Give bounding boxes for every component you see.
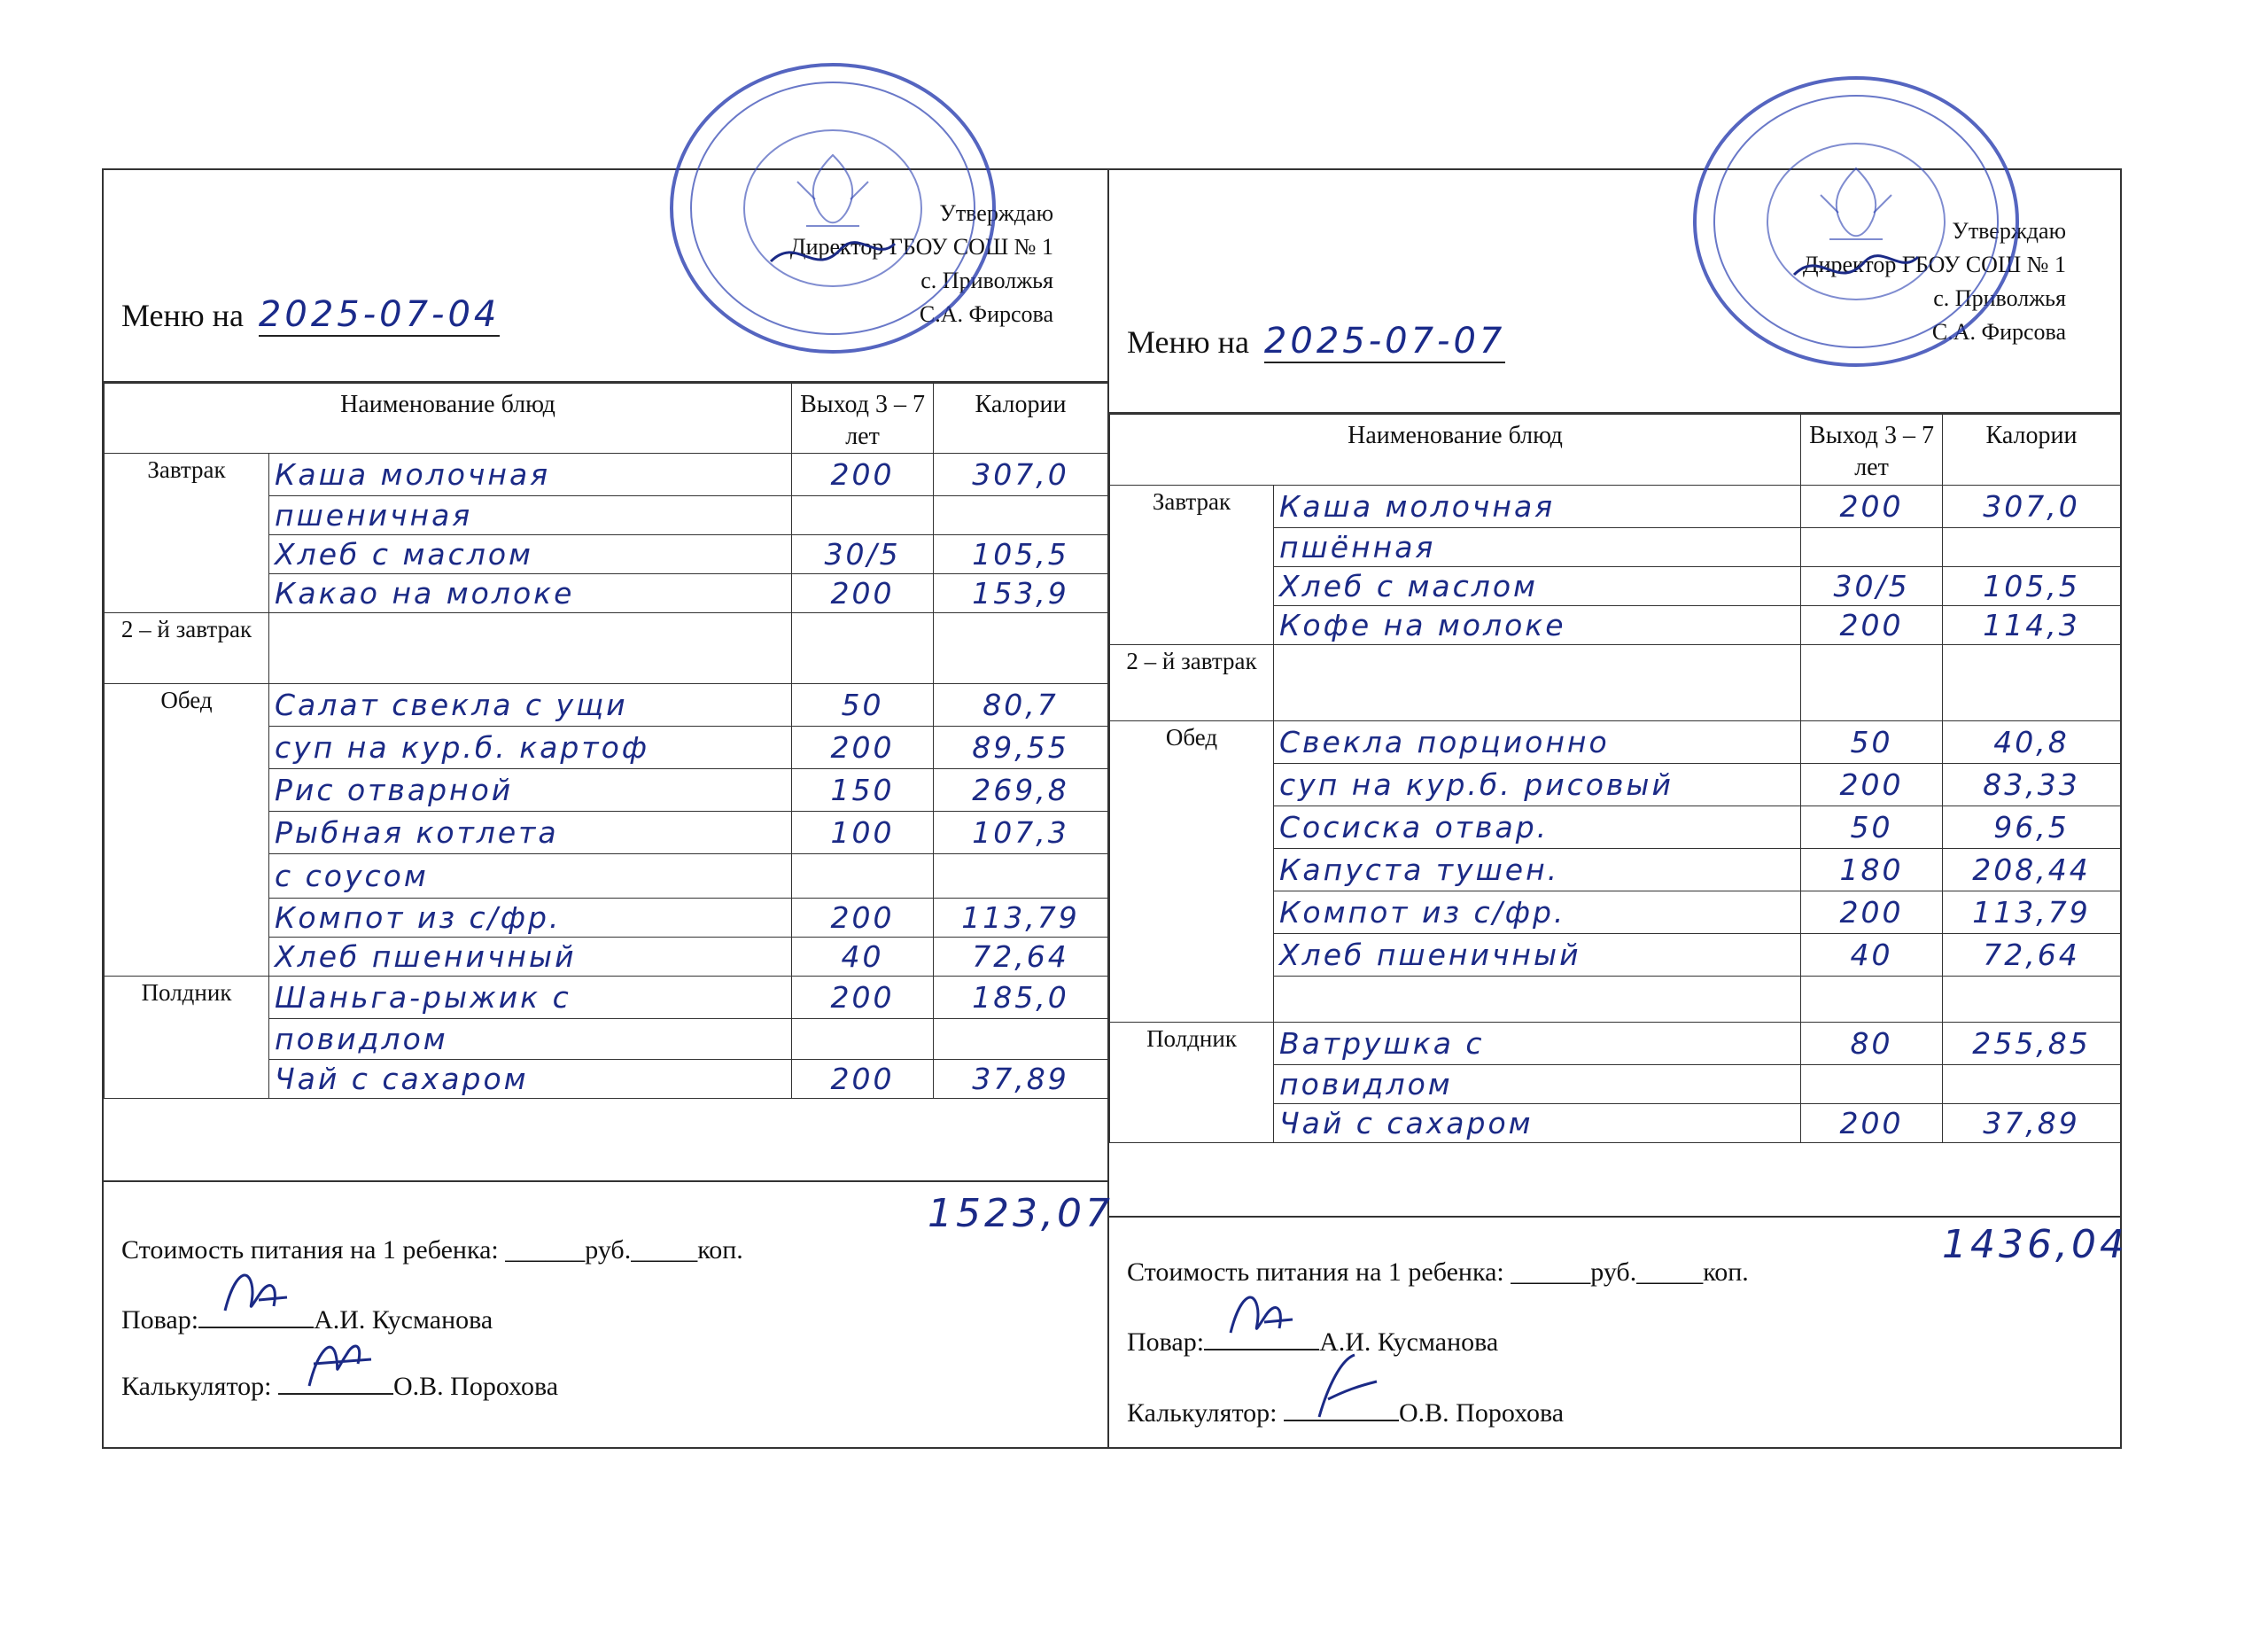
dish-calories: 72,64: [934, 938, 1108, 977]
menu-label: Меню на: [121, 298, 244, 333]
dish-calories: 185,0: [934, 977, 1108, 1019]
dish-output: 200: [792, 574, 934, 613]
dish-calories: 105,5: [934, 535, 1108, 574]
calculator-line: [1127, 1395, 1564, 1428]
dish-calories: 89,55: [934, 727, 1108, 769]
dish-output: [792, 1019, 934, 1060]
dish-name: Хлеб пшеничный: [269, 938, 792, 977]
dish-name: Хлеб с маслом: [1274, 567, 1801, 606]
dish-calories: [934, 854, 1108, 899]
dish-output: 200: [792, 977, 934, 1019]
column-header-name: Наименование блюд: [105, 384, 792, 454]
calculator-signature: [1284, 1395, 1399, 1421]
cook-name: А.И. Кусманова: [1319, 1327, 1499, 1357]
dish-calories: 113,79: [934, 899, 1108, 938]
dish-name: повидлом: [269, 1019, 792, 1060]
dish-calories: 80,7: [934, 684, 1108, 727]
dish-output: 30/5: [1801, 567, 1943, 606]
menu-table: [1109, 414, 2121, 1143]
dish-name: Свекла порционно: [1274, 721, 1801, 764]
dish-output: 30/5: [792, 535, 934, 574]
approval-line: С.А. Фирсова: [1931, 319, 2066, 345]
approval-line: С.А. Фирсова: [919, 301, 1053, 327]
dish-calories: 307,0: [1943, 486, 2121, 528]
meal-breakfast: Завтрак: [105, 454, 269, 613]
approval-line: с. Приволжья: [920, 268, 1053, 293]
dish-name: Чай с сахаром: [269, 1060, 792, 1099]
dish-name: пшённая: [1274, 528, 1801, 567]
calculator-name: О.В. Порохова: [393, 1372, 559, 1401]
dish-output: 200: [1801, 606, 1943, 645]
menu-title: [1127, 321, 1505, 363]
dish-output: 50: [1801, 721, 1943, 764]
cook-label: Повар:: [1127, 1327, 1205, 1357]
dish-output: 200: [792, 1060, 934, 1099]
menu-footer: [1109, 1216, 2128, 1447]
dish-output: [1801, 528, 1943, 567]
dish-output: 200: [792, 899, 934, 938]
dish-calories: 96,5: [1943, 806, 2121, 849]
approval-line: с. Приволжья: [1933, 285, 2066, 311]
cook-label: Повар:: [121, 1305, 199, 1335]
dish-calories: [1943, 645, 2121, 721]
dish-name: Рис отварной: [269, 769, 792, 812]
dish-name: Компот из с/фр.: [269, 899, 792, 938]
dish-name: Компот из с/фр.: [1274, 891, 1801, 934]
dish-name: Сосиска отвар.: [1274, 806, 1801, 849]
calculator-label: Калькулятор:: [121, 1372, 278, 1401]
dish-calories: [934, 1019, 1108, 1060]
cook-signature: [1204, 1324, 1319, 1350]
column-header-calories: Калории: [1943, 415, 2121, 486]
dish-name: Ватрушка с: [1274, 1023, 1801, 1065]
dish-output: 200: [1801, 891, 1943, 934]
cost-line: Стоимость питания на 1 ребенка: ______руб._____коп.: [121, 1235, 743, 1265]
menu-table: [104, 383, 1108, 1099]
dish-calories: 72,64: [1943, 934, 2121, 977]
dish-name: Каша молочная: [269, 454, 792, 496]
dish-output: 150: [792, 769, 934, 812]
menu-title: [121, 294, 500, 337]
dish-name: Кофе на молоке: [1274, 606, 1801, 645]
calculator-signature: [278, 1368, 393, 1395]
column-header-output: Выход 3 – 7 лет: [1801, 415, 1943, 486]
cost-total: 1523,07: [928, 1191, 1114, 1236]
dish-output: 200: [1801, 486, 1943, 528]
dish-output: [1801, 645, 1943, 721]
dish-calories: [1943, 1065, 2121, 1104]
dish-name: суп на кур.б. рисовый: [1274, 764, 1801, 806]
dish-output: [792, 613, 934, 684]
approval-line: Директор ГБОУ СОШ № 1: [1802, 252, 2066, 277]
dish-output: [1801, 1065, 1943, 1104]
dish-output: 200: [1801, 764, 1943, 806]
dish-name: Капуста тушен.: [1274, 849, 1801, 891]
menu-date: 2025-07-07: [1263, 321, 1506, 362]
dish-calories: [1943, 528, 2121, 567]
dish-calories: 37,89: [1943, 1104, 2121, 1143]
dish-output: 200: [792, 454, 934, 496]
meal-lunch: Обед: [105, 684, 269, 977]
dish-name: с соусом: [269, 854, 792, 899]
dish-name: [269, 613, 792, 684]
menu-date: 2025-07-04: [258, 294, 501, 335]
dish-calories: 114,3: [1943, 606, 2121, 645]
calculator-label: Калькулятор:: [1127, 1398, 1284, 1428]
column-header-name: Наименование блюд: [1110, 415, 1801, 486]
official-seal-stamp: [664, 58, 1001, 359]
meal-snack: Полдник: [105, 977, 269, 1099]
dish-name: Салат свекла с ущи: [269, 684, 792, 727]
dish-calories: 83,33: [1943, 764, 2121, 806]
dish-output: 200: [792, 727, 934, 769]
menu-footer: [104, 1180, 1114, 1447]
approval-line: Утверждаю: [1952, 218, 2066, 244]
calculator-line: [121, 1368, 558, 1402]
dish-calories: 269,8: [934, 769, 1108, 812]
column-header-calories: Калории: [934, 384, 1108, 454]
dish-calories: 255,85: [1943, 1023, 2121, 1065]
dish-output: [792, 854, 934, 899]
dish-output: 50: [1801, 806, 1943, 849]
dish-output: 50: [792, 684, 934, 727]
meal-lunch: Обед: [1110, 721, 1274, 1023]
dish-name: Хлеб с маслом: [269, 535, 792, 574]
dish-output: 40: [1801, 934, 1943, 977]
dish-output: [1801, 977, 1943, 1023]
dish-calories: [1943, 977, 2121, 1023]
meal-second-breakfast: 2 – й завтрак: [1110, 645, 1274, 721]
approval-line: Директор ГБОУ СОШ № 1: [789, 234, 1053, 260]
dish-calories: 107,3: [934, 812, 1108, 854]
meal-snack: Полдник: [1110, 1023, 1274, 1143]
dish-output: 100: [792, 812, 934, 854]
cost-line: Стоимость питания на 1 ребенка: ______руб._____коп.: [1127, 1257, 1749, 1287]
dish-calories: 208,44: [1943, 849, 2121, 891]
dish-name: [1274, 977, 1801, 1023]
dish-calories: 153,9: [934, 574, 1108, 613]
dish-name: Шаньга-рыжик с: [269, 977, 792, 1019]
dish-name: Хлеб пшеничный: [1274, 934, 1801, 977]
cook-name: А.И. Кусманова: [314, 1305, 493, 1335]
dish-name: повидлом: [1274, 1065, 1801, 1104]
dish-calories: [934, 613, 1108, 684]
meal-breakfast: Завтрак: [1110, 486, 1274, 645]
dish-name: Чай с сахаром: [1274, 1104, 1801, 1143]
dish-name: пшеничная: [269, 496, 792, 535]
dish-calories: 40,8: [1943, 721, 2121, 764]
approval-line: Утверждаю: [939, 200, 1053, 226]
dish-name: суп на кур.б. картоф: [269, 727, 792, 769]
dish-name: [1274, 645, 1801, 721]
dish-name: Какао на молоке: [269, 574, 792, 613]
dish-calories: 307,0: [934, 454, 1108, 496]
menu-left: [104, 170, 1114, 1447]
dish-calories: 37,89: [934, 1060, 1108, 1099]
official-seal-stamp: [1688, 71, 2024, 372]
dish-calories: [934, 496, 1108, 535]
dish-output: 200: [1801, 1104, 1943, 1143]
dish-output: 180: [1801, 849, 1943, 891]
dish-calories: 105,5: [1943, 567, 2121, 606]
dish-calories: 113,79: [1943, 891, 2121, 934]
dish-output: [792, 496, 934, 535]
column-header-output: Выход 3 – 7 лет: [792, 384, 934, 454]
dish-name: Каша молочная: [1274, 486, 1801, 528]
dish-name: Рыбная котлета: [269, 812, 792, 854]
calculator-name: О.В. Порохова: [1399, 1398, 1565, 1428]
menu-label: Меню на: [1127, 324, 1249, 360]
dish-output: 40: [792, 938, 934, 977]
meal-second-breakfast: 2 – й завтрак: [105, 613, 269, 684]
cost-total: 1436,04: [1942, 1222, 2128, 1267]
dish-output: 80: [1801, 1023, 1943, 1065]
